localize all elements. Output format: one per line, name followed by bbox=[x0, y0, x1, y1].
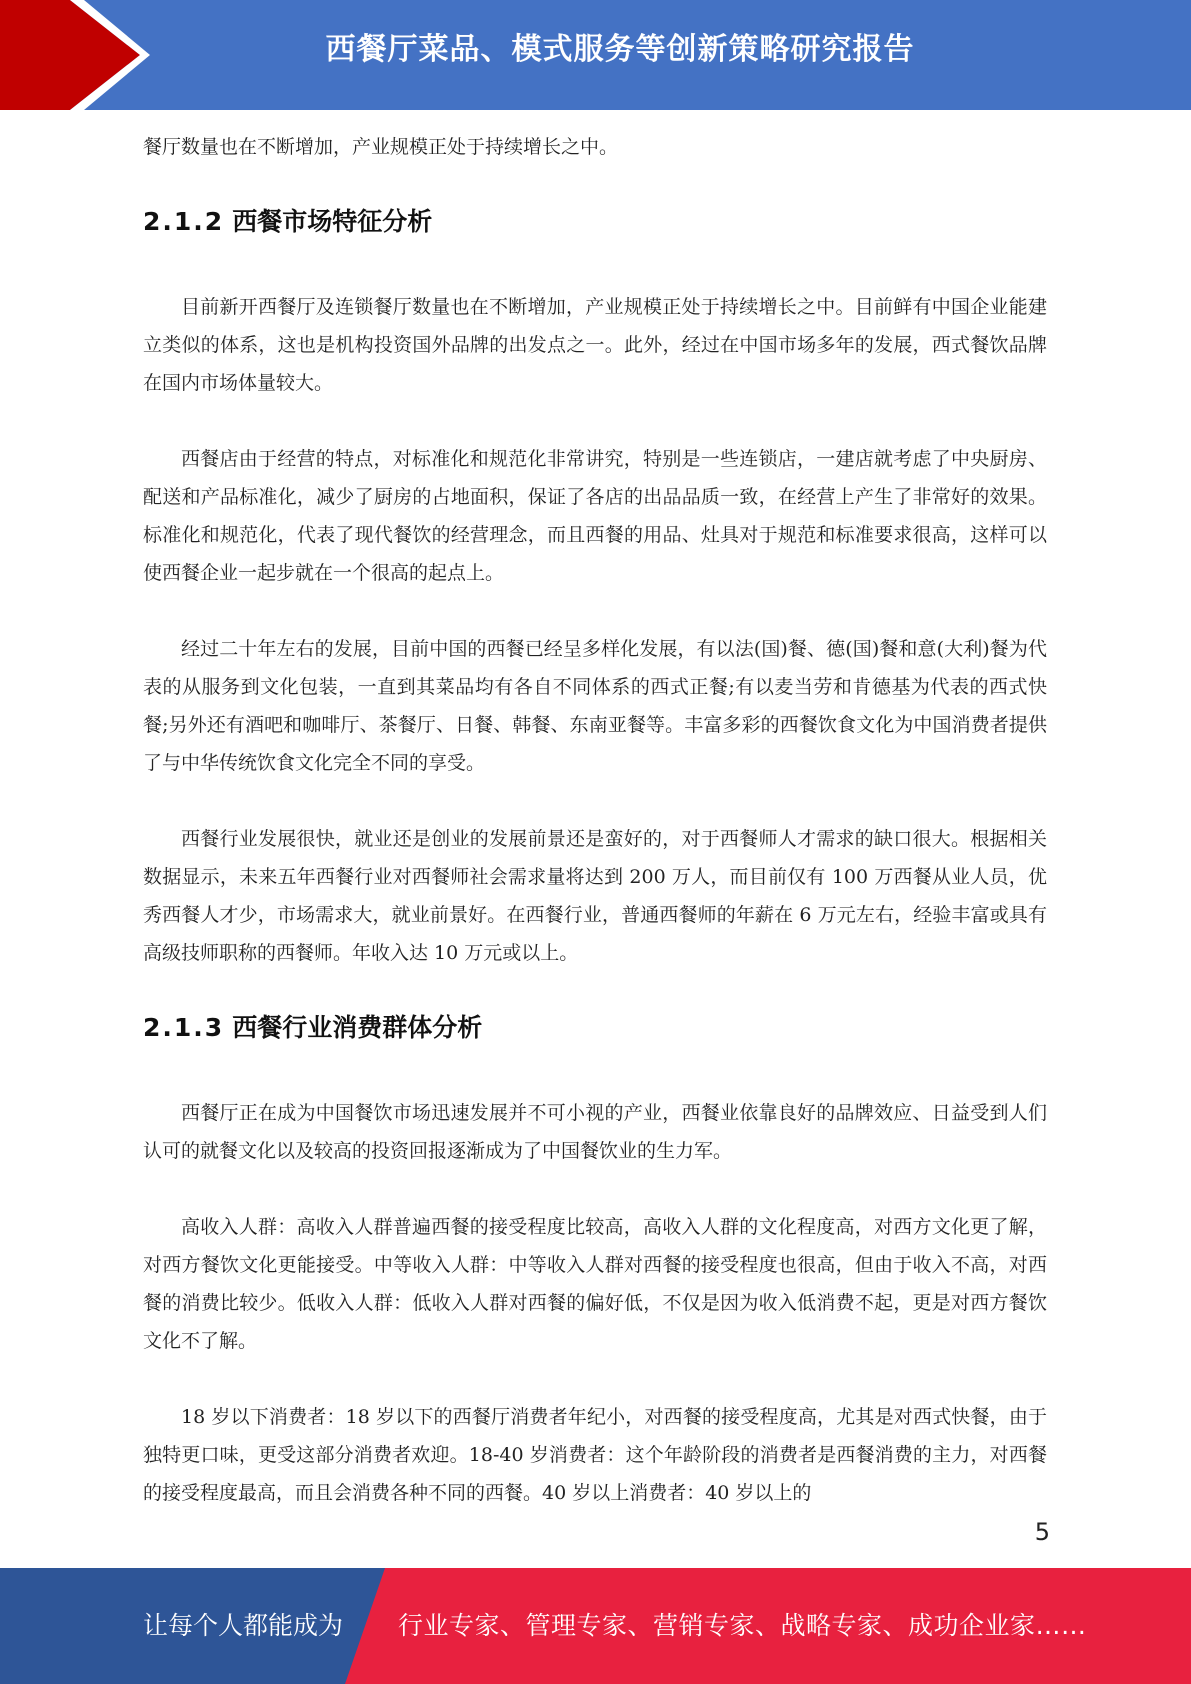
section-title: 西餐市场特征分析 bbox=[232, 207, 433, 236]
page-header bbox=[0, 0, 1191, 110]
paragraph: 目前新开西餐厅及连锁餐厅数量也在不断增加，产业规模正处于持续增长之中。目前鲜有中国企业能建立类似的体系，这也是机构投资国外品牌的出发点之一。此外，经过在中国市场多年的发展，西式餐饮品牌在国内市场体量较大。 bbox=[143, 296, 1047, 394]
section-title: 西餐行业消费群体分析 bbox=[232, 1013, 483, 1042]
section-heading-2-1-2 bbox=[143, 204, 1047, 240]
section-number: 2.1.2 bbox=[143, 207, 225, 236]
paragraph: 18 岁以下消费者：18 岁以下的西餐厅消费者年纪小，对西餐的接受程度高，尤其是对西式快餐，由于独特更口味，更受这部分消费者欢迎。18-40 岁消费者：这个年龄阶段的消费者是西餐消费的主力，对西餐的接受程度最高，而且会消费各种不同的西餐。40 岁以上消费者：40 岁以上的 bbox=[143, 1406, 1047, 1504]
footer-slogan-right: 行业专家、管理专家、营销专家、战略专家、成功企业家…… bbox=[398, 1611, 1087, 1640]
intro-line: 餐厅数量也在不断增加，产业规模正处于持续增长之中。 bbox=[143, 136, 619, 158]
report-title: 西餐厅菜品、模式服务等创新策略研究报告 bbox=[325, 32, 915, 67]
paragraph: 西餐店由于经营的特点，对标准化和规范化非常讲究，特别是一些连锁店，一建店就考虑了中央厨房、配送和产品标准化，减少了厨房的占地面积，保证了各店的出品品质一致，在经营上产生了非常好的效果。标准化和规范化，代表了现代餐饮的经营理念，而且西餐的用品、灶具对于规范和标准要求很高，这样可以使西餐企业一起步就在一个很高的起点上。 bbox=[143, 448, 1047, 584]
section-number: 2.1.3 bbox=[143, 1013, 225, 1042]
paragraph: 高收入人群：高收入人群普遍西餐的接受程度比较高，高收入人群的文化程度高，对西方文化更了解，对西方餐饮文化更能接受。中等收入人群：中等收入人群对西餐的接受程度也很高，但由于收入不高，对西餐的消费比较少。低收入人群：低收入人群对西餐的偏好低，不仅是因为收入低消费不起，更是对西方餐饮文化不了解。 bbox=[143, 1216, 1047, 1352]
section-heading-2-1-3 bbox=[143, 1010, 1047, 1046]
document-body bbox=[143, 128, 1047, 1512]
paragraph: 西餐厅正在成为中国餐饮市场迅速发展并不可小视的产业，西餐业依靠良好的品牌效应、日益受到人们认可的就餐文化以及较高的投资回报逐渐成为了中国餐饮业的生力军。 bbox=[143, 1102, 1047, 1162]
paragraph: 经过二十年左右的发展，目前中国的西餐已经呈多样化发展，有以法(国)餐、德(国)餐和意(大利)餐为代表的从服务到文化包装，一直到其菜品均有各自不同体系的西式正餐;有以麦当劳和肯德基为代表的西式快餐;另外还有酒吧和咖啡厅、茶餐厅、日餐、韩餐、东南亚餐等。丰富多彩的西餐饮食文化为中国消费者提供了与中华传统饮食文化完全不同的享受。 bbox=[143, 638, 1047, 774]
footer-slogan-left: 让每个人都能成为 bbox=[143, 1611, 344, 1640]
page-footer bbox=[0, 1568, 1191, 1684]
paragraph: 西餐行业发展很快，就业还是创业的发展前景还是蛮好的，对于西餐师人才需求的缺口很大。根据相关数据显示，未来五年西餐行业对西餐师社会需求量将达到 200 万人，而目前仅有 100 万西餐从业人员，优秀西餐人才少，市场需求大，就业前景好。在西餐行业，普通西餐师的年薪在 6 万元左右，经验丰富或具有高级技师职称的西餐师。年收入达 10 万元或以上。 bbox=[143, 828, 1047, 964]
page-number: 5 bbox=[1034, 1518, 1050, 1546]
